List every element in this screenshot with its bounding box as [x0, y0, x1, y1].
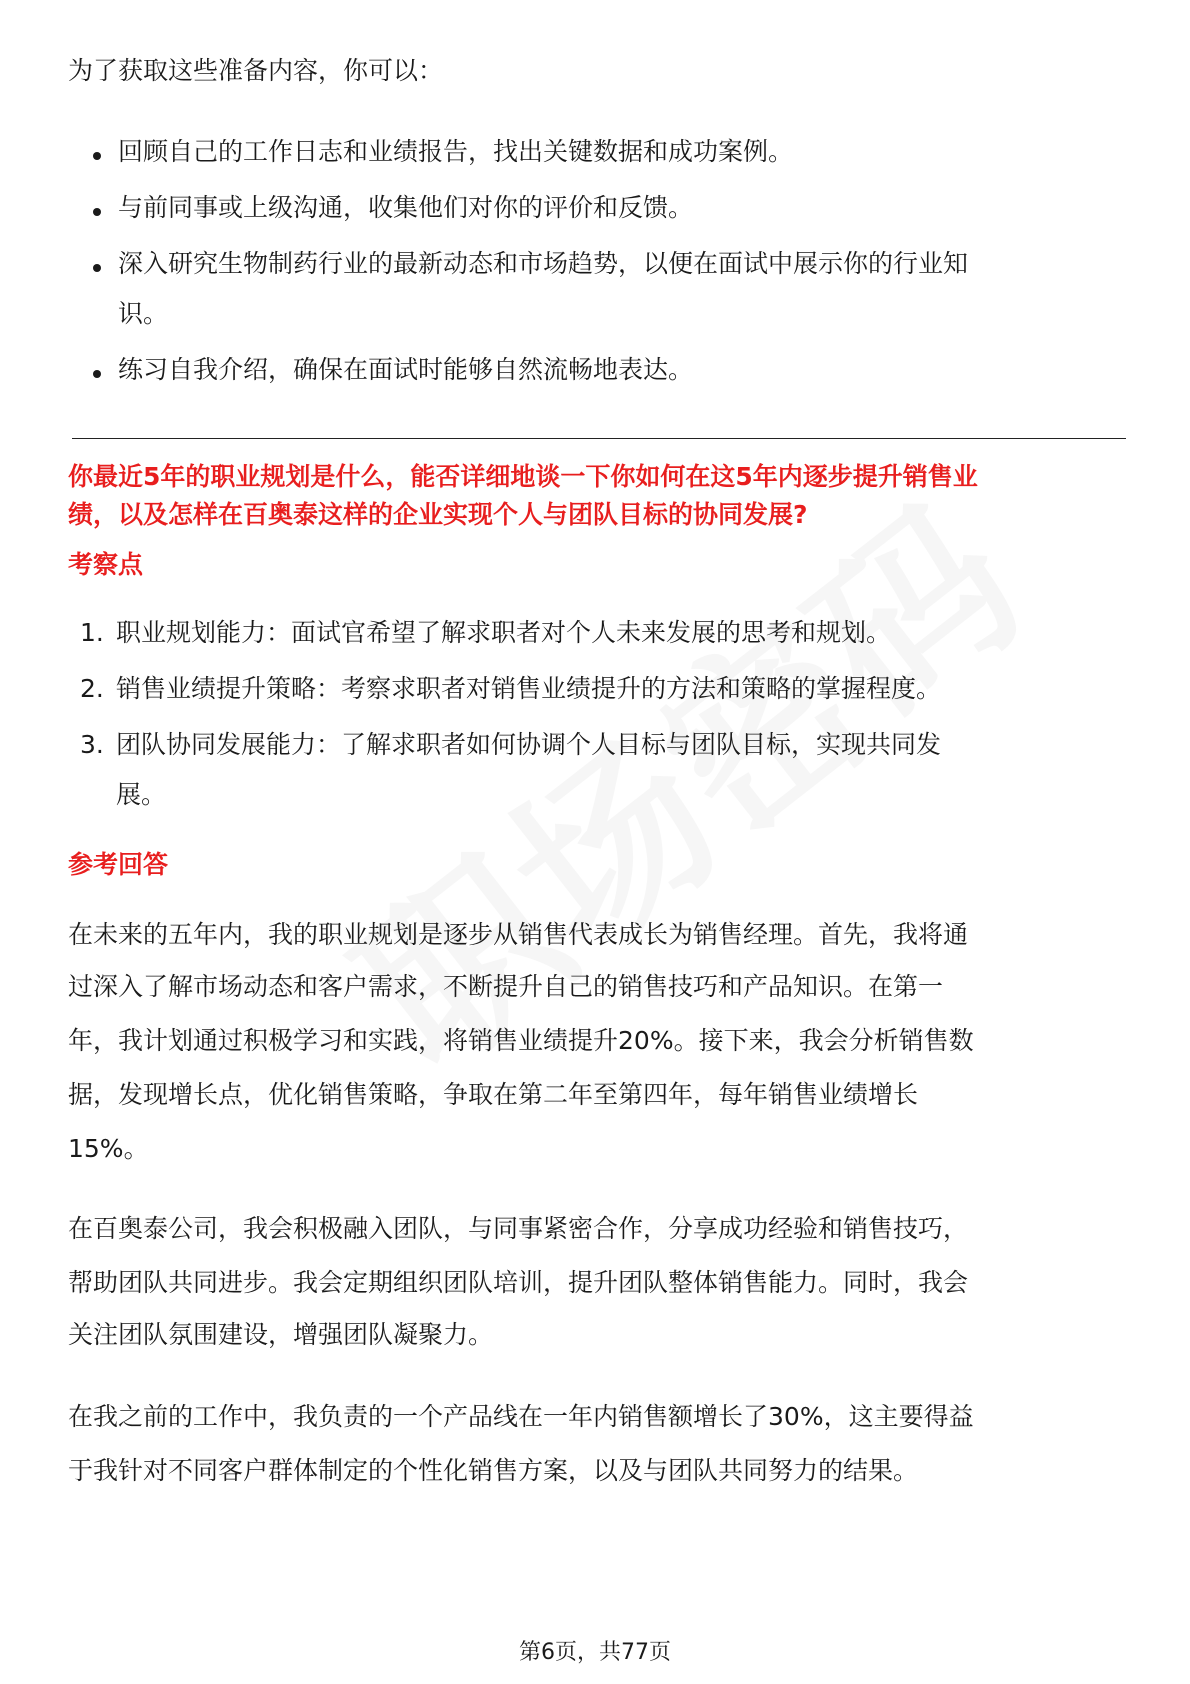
list-number: 1. — [80, 618, 104, 647]
section-heading-answer: 参考回答 — [68, 850, 169, 879]
bullet-dot — [93, 208, 101, 216]
list-item: 团队协同发展能力：了解求职者如何协调个人目标与团队目标，实现共同发 — [116, 730, 942, 759]
paragraph-line: 15%。 — [68, 1134, 149, 1163]
list-item: 职业规划能力：面试官希望了解求职者对个人未来发展的思考和规划。 — [116, 618, 892, 647]
bullet-dot — [93, 152, 101, 160]
list-item: 回顾自己的工作日志和业绩报告，找出关键数据和成功案例。 — [118, 137, 794, 166]
bullet-dot — [93, 370, 101, 378]
paragraph-line: 据，发现增长点，优化销售策略，争取在第二年至第四年，每年销售业绩增长 — [68, 1080, 919, 1109]
paragraph-line: 在未来的五年内，我的职业规划是逐步从销售代表成长为销售经理。首先，我将通 — [68, 920, 969, 949]
paragraph-line: 关注团队氛围建设，增强团队凝聚力。 — [68, 1320, 494, 1349]
section-heading-kaocha: 考察点 — [68, 550, 144, 579]
list-number: 3. — [80, 730, 104, 759]
paragraph-line: 过深入了解市场动态和客户需求，不断提升自己的销售技巧和产品知识。在第一 — [68, 972, 944, 1001]
page-footer: 第6页，共77页 — [519, 1640, 671, 1665]
paragraph-line: 于我针对不同客户群体制定的个性化销售方案，以及与团队共同努力的结果。 — [68, 1456, 919, 1485]
bullet-dot — [93, 264, 101, 272]
list-item: 深入研究生物制药行业的最新动态和市场趋势，以便在面试中展示你的行业知 — [118, 249, 969, 278]
question-line: 绩，以及怎样在百奥泰这样的企业实现个人与团队目标的协同发展? — [68, 500, 808, 529]
intro-text: 为了获取这些准备内容，你可以： — [68, 56, 444, 85]
list-item: 销售业绩提升策略：考察求职者对销售业绩提升的方法和策略的掌握程度。 — [116, 674, 942, 703]
list-item-continuation: 展。 — [116, 780, 167, 809]
list-item: 与前同事或上级沟通，收集他们对你的评价和反馈。 — [118, 193, 694, 222]
paragraph-line: 帮助团队共同进步。我会定期组织团队培训，提升团队整体销售能力。同时，我会 — [68, 1268, 969, 1297]
question-line: 你最近5年的职业规划是什么，能否详细地谈一下你如何在这5年内逐步提升销售业 — [68, 462, 978, 491]
list-number: 2. — [80, 674, 104, 703]
paragraph-line: 年，我计划通过积极学习和实践，将销售业绩提升20%。接下来，我会分析销售数 — [68, 1026, 974, 1055]
watermark-text — [297, 435, 1064, 1118]
section-divider — [72, 438, 1126, 439]
list-item: 练习自我介绍，确保在面试时能够自然流畅地表达。 — [118, 355, 694, 384]
paragraph-line: 在我之前的工作中，我负责的一个产品线在一年内销售额增长了30%，这主要得益 — [68, 1402, 974, 1431]
list-item-continuation: 识。 — [118, 299, 169, 328]
paragraph-line: 在百奥泰公司，我会积极融入团队，与同事紧密合作，分享成功经验和销售技巧， — [68, 1214, 969, 1243]
